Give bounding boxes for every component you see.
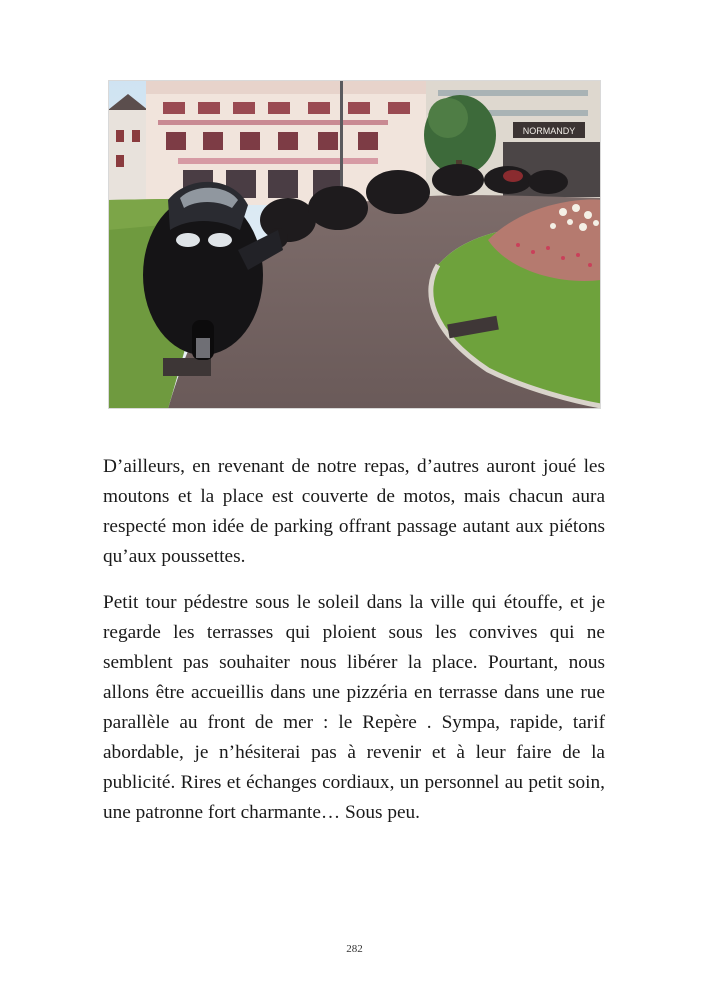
page-number: 282 (346, 943, 363, 955)
motorcycles-photo-illustration (108, 80, 601, 409)
paragraph-2: Petit tour pédestre sous le soleil dans la ville qui étouffe, et je regarde les terrasses qui ploient sous les convives qui ne semblent pas souhaiter nous libérer la place. Pourtant, nous allons être accueillis dans une pizzéria en terrasse dans une rue parallèle au front de mer : le Repère . Sympa, rapide, tarif abordable, je n’hésiterai pas à revenir et à leur faire de la publicité. Rires et échanges cordiaux, un personnel au petit soin, une patronne fort charmante… Sous peu. (103, 592, 605, 823)
motorcycles-photo (108, 80, 601, 409)
body-text (103, 452, 605, 828)
normandy-sign: NORMANDY (522, 126, 576, 136)
paragraph-1: D’ailleurs, en revenant de notre repas, d’autres auront joué les moutons et la place est couverte de motos, mais chacun aura respecté mon idée de parking offrant passage autant aux piétons qu’aux poussettes. (103, 456, 605, 567)
